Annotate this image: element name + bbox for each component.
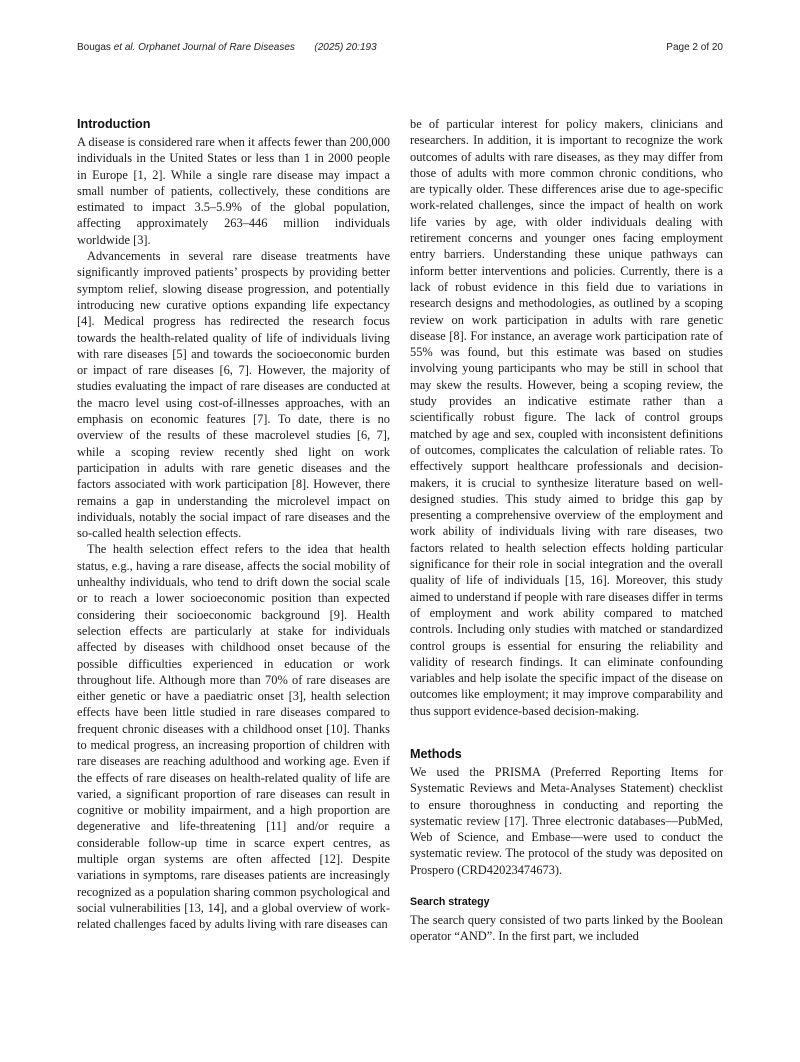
intro-paragraph-3-continued: be of particular interest for policy makers, clinicians and researchers. In addition, it is important to recognize the work outcomes of adults with rare diseases, as they may differ from those of adults with more common chronic conditions, who are typically older. These differences arise due to age-specific work-related challenges, since the impact of health on work life varies by age, with older individuals dealing with retirement concerns and younger ones facing employment entry barriers. Understanding these unique pathways can inform better interventions and policies. Currently, there is a lack of robust evidence in this field due to variations in research designs and methodologies, as outlined by a scoping review on work participation in adults with rare genetic disease [8]. For instance, an average work participation rate of 55% was found, but this estimate was based on studies involving young participants who may be still in school that may skew the results. However, being a scoping review, the study provides an indicative estimate rather than a scientifically robust figure. The lack of control groups matched by age and sex, coupled with inconsistent definitions of outcomes, complicates the calculation of reliable rates. To effectively support healthcare professionals and decision-makers, it is crucial to synthesize literature based on well-designed studies. This study aimed to bridge this gap by presenting a comprehensive overview of the employment and work ability of individuals living with rare diseases, two factors related to health selection effects holding particular significance for their role in social integration and the overall quality of life of individuals [15, 16]. Moreover, this study aimed to understand if people with rare diseases differ in terms of employment and work ability compared to matched controls. Including only studies with matched or standardized control groups is essential for ensuring the reliability and validity of research findings. It can eliminate confounding variables and help isolate the specific impact of the disease on outcomes like employment; it may improve comparability and thus support evidence-based decision-making. (410, 117, 723, 718)
header-etal: et al. (113, 42, 136, 53)
header-journal: Orphanet Journal of Rare Diseases (135, 42, 295, 53)
methods-heading: Methods (410, 746, 462, 761)
search-strategy-paragraph: The search query consisted of two parts linked by the Boolean operator “AND”. In the first part, we included (410, 913, 723, 944)
intro-paragraph-1: A disease is considered rare when it affects fewer than 200,000 individuals in the United States or less than 1 in 2000 people in Europe [1, 2]. While a single rare disease may impact a small number of patients, collectively, these conditions are estimated to impact 3.5–5.9% of the global population, affecting approximately 263–446 million individuals worldwide [3]. (77, 135, 390, 247)
introduction-heading: Introduction (77, 117, 151, 131)
left-column (77, 116, 390, 933)
right-column (410, 116, 723, 945)
citation-line (77, 42, 377, 53)
subsection-spacer (410, 878, 723, 894)
intro-paragraph-2: Advancements in several rare disease treatments have significantly improved patients’ prospects by providing better symptom relief, slowing disease progression, and potentially introducing new curative options expanding life expectancy [4]. Medical progress has redirected the research focus towards the health-related quality of life of individuals living with rare diseases [5] and towards the socioeconomic burden or impact of rare diseases [6, 7]. However, the majority of studies evaluating the impact of rare diseases are conducted at the macro level using cost-of-illnesses approaches, with an emphasis on economic features [7]. To date, there is no overview of the results of these macrolevel studies [6, 7], while a scoping review recently shed light on work participation in adults with rare genetic diseases and the factors associated with work participation [8]. However, there remains a gap in understanding the microlevel impact on individuals, notably the social impact of rare diseases and the so-called health selection effects. (77, 249, 390, 541)
header-authors: Bougas (77, 42, 114, 53)
intro-paragraph-3: The health selection effect refers to the idea that health status, e.g., having a rare disease, affects the social mobility of unhealthy individuals, who tend to drift down the social scale or to reach a lower socioeconomic position than expected considering their socioeconomic background [9]. Health selection effects are particularly at stake for individuals affected by diseases with childhood onset because of the possible difficulties experienced in education or work throughout life. Although more than 70% of rare diseases are either genetic or have a paediatric onset [3], health selection effects have been little studied in rare diseases compared to frequent chronic diseases with a childhood onset [10]. Thanks to medical progress, an increasing proportion of children with rare diseases are reaching adulthood and working age. Even if the effects of rare diseases on health-related quality of life are varied, a significant proportion of rare diseases can result in cognitive or mobility impairment, and a high proportion are degenerative and life-threatening [11] and/or require a considerable follow-up time in scarce expert centres, as multiple organ systems are often affected [12]. Despite variations in symptoms, rare diseases patients are increasingly recognized as a population sharing common psychological and social vulnerabilities [13, 14], and a global overview of work-related challenges faced by adults living with rare diseases can (77, 542, 390, 932)
section-spacer (410, 719, 723, 746)
methods-paragraph-1: We used the PRISMA (Preferred Reporting Items for Systematic Reviews and Meta-Analyses Statement) checklist to ensure thoroughness in conducting and reporting the systematic review [17]. Three electronic databases—PubMed, Web of Science, and Embase—were used to conduct the systematic review. The protocol of the study was deposited on Prospero (CRD42023474673). (410, 764, 723, 877)
page-number: Page 2 of 20 (666, 42, 723, 53)
header-year-volume: (2025) 20:193 (314, 42, 377, 53)
search-strategy-heading: Search strategy (410, 896, 490, 909)
